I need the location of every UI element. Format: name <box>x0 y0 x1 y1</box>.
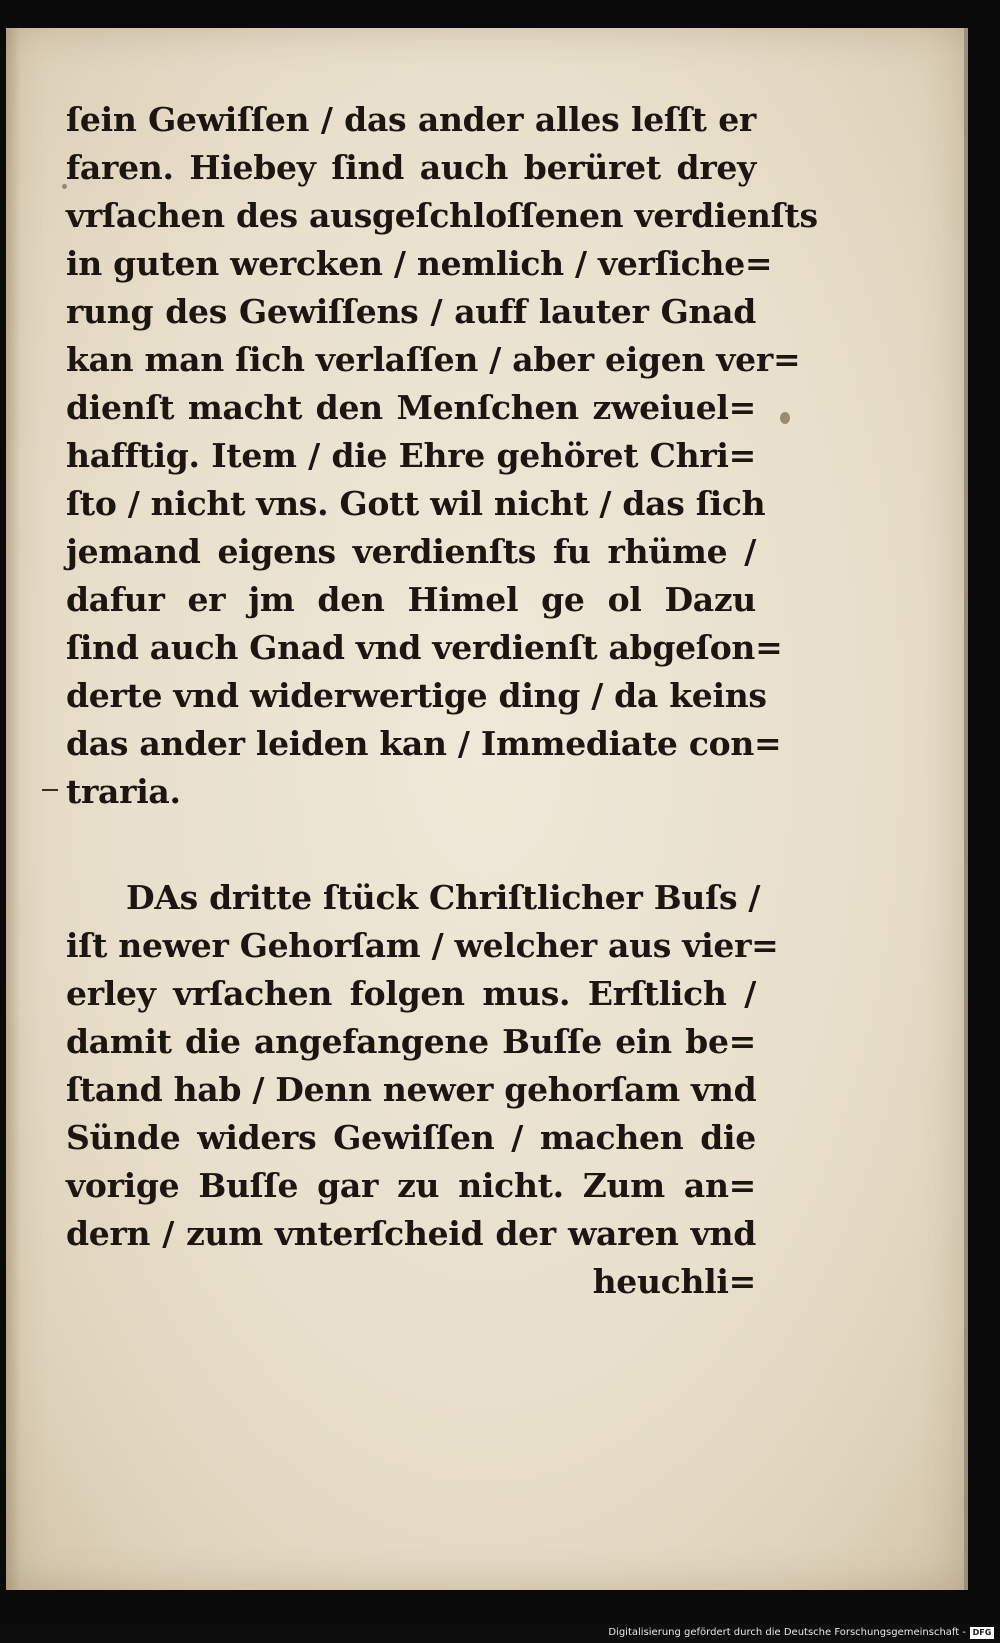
text-line: vorige Buſſe gar zu nicht. Zum an= <box>66 1166 756 1205</box>
text-line: das ander leiden kan / Immediate con= <box>66 724 782 763</box>
margin-mark <box>42 789 58 791</box>
text-line: vrſachen des ausgeſchloſſenen verdienſts <box>66 196 818 235</box>
text-block <box>66 96 818 1306</box>
text-line: faren. Hiebey ſind auch berüret drey <box>66 148 756 187</box>
text-line: ſtand hab / Denn newer gehorſam vnd <box>66 1070 757 1109</box>
text-line: erley vrſachen folgen mus. Erſtlich / <box>66 974 756 1013</box>
paragraph-1 <box>66 96 818 816</box>
text-line: traria. <box>66 772 181 811</box>
footer-credit: Digitalisierung gefördert durch die Deutsche Forschungsgemeinschaft - <box>608 1627 966 1638</box>
text-line: ſto / nicht vns. Gott wil nicht / das ſich <box>66 484 766 523</box>
text-line: ſind auch Gnad vnd verdienſt abgeſon= <box>66 628 783 667</box>
text-line: jemand eigens verdienſts fu rhüme / <box>66 532 756 571</box>
dfg-logo: DFG <box>970 1627 994 1639</box>
ink-spot <box>780 412 790 424</box>
page-edge-shadow <box>6 28 20 1590</box>
text-line: ſein Gewiſſen / das ander alles leſſt er <box>66 100 756 139</box>
text-line: iſt newer Gehorſam / welcher aus vier= <box>66 926 779 965</box>
paragraph-gap <box>66 816 756 874</box>
text-line: DAs dritte ſtück Chriſtlicher Buſs / <box>126 878 761 917</box>
text-line: hafftig. Item / die Ehre gehöret Chri= <box>66 436 756 475</box>
paragraph-2 <box>66 874 779 1306</box>
text-line: kan man ſich verlaſſen / aber eigen ver= <box>66 340 801 379</box>
text-line: dern / zum vnterſcheid der waren vnd <box>66 1214 756 1253</box>
text-line: in guten wercken / nemlich / verſiche= <box>66 244 773 283</box>
text-line: dafur er jm den Himel ge ol Dazu <box>66 580 756 619</box>
catchword: heuchli= <box>592 1262 756 1301</box>
text-line: damit die angefangene Buſſe ein be= <box>66 1022 756 1061</box>
text-line: Sünde widers Gewiſſen / machen die <box>66 1118 756 1157</box>
text-line: dienſt macht den Menſchen zweiuel= <box>66 388 756 427</box>
text-line: rung des Gewiſſens / auff lauter Gnad <box>66 292 756 331</box>
text-line: derte vnd widerwertige ding / da keins <box>66 676 767 715</box>
